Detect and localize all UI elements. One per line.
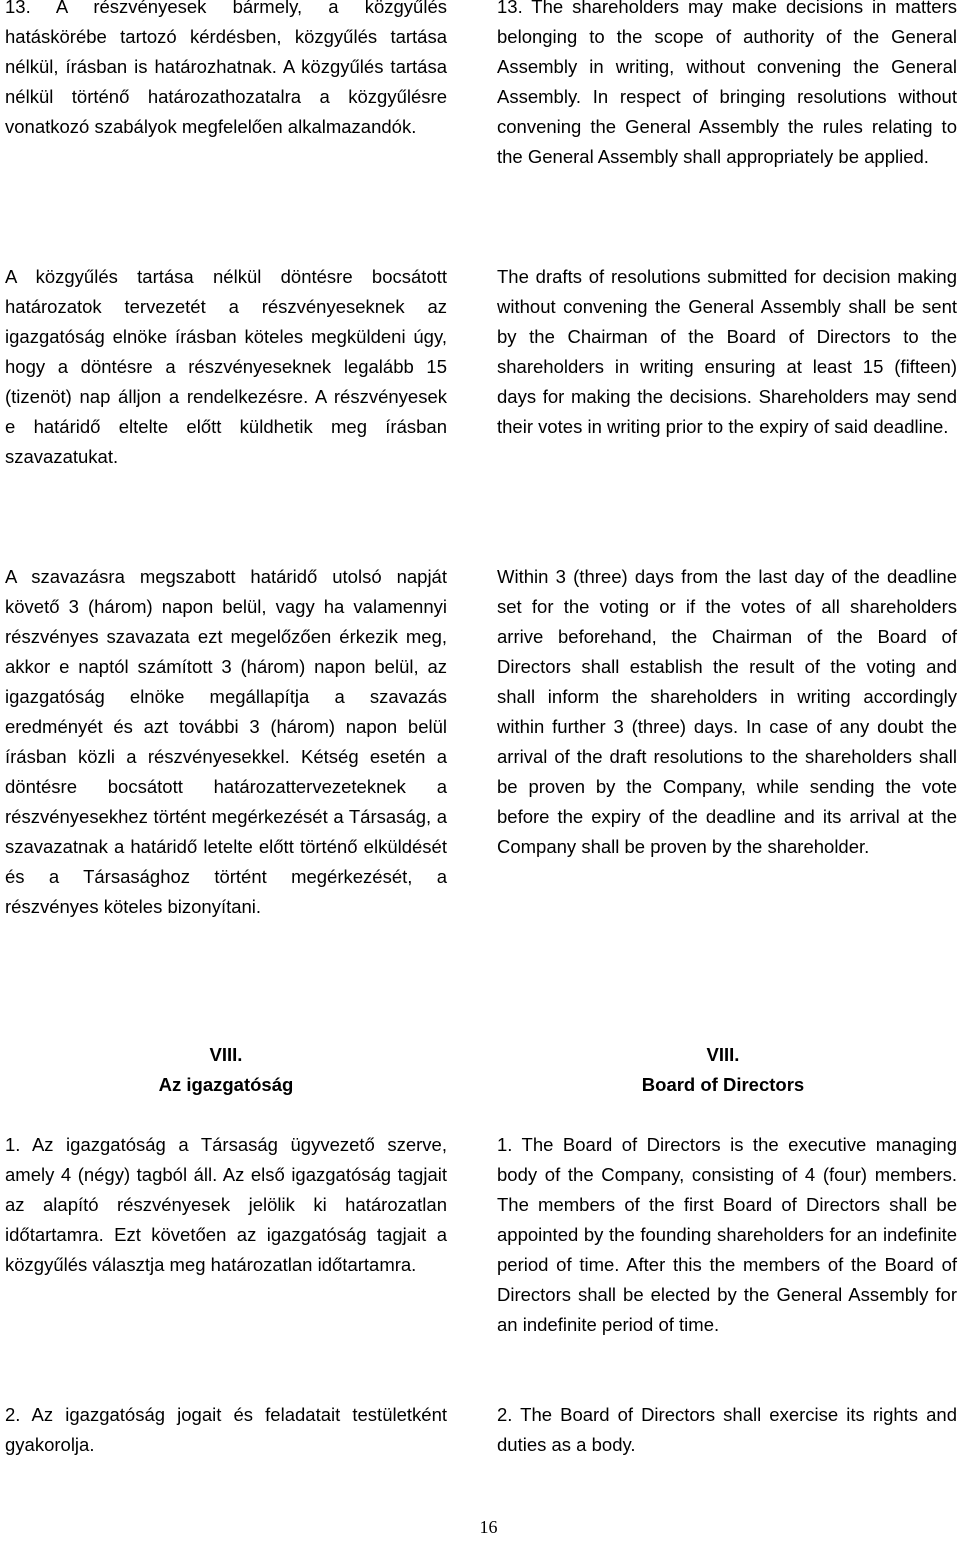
en-paragraph-result: Within 3 (three) days from the last day of the deadline set for the voting or if the votes of all shareholders arrive beforehand, the Chairman of the Board of Directors shall establish the result of the voting and shall inform the shareholders in writing accordingly within further 3 (three) days. In case of any doubt the arrival of the draft resolutions to the shareholders shall be proven by the Company, while sending the vote before the expiry of the deadline and its arrival at the Company shall be proven by the shareholder. bbox=[497, 566, 957, 857]
hu-section-title: Az igazgatóság bbox=[158, 1074, 294, 1095]
hu-paragraph-1: 1. Az igazgatóság a Társaság ügyvezető szerve, amely 4 (négy) tagból áll. Az első igazgatóság tagjait az alapító részvényesek jelölik ki határozatlan időtartamra. Ezt követően az igazgatóság tagjait a közgyűlés választja meg határozatlan időtartamra. bbox=[5, 1134, 447, 1275]
en-paragraph-1: 1. The Board of Directors is the executive managing body of the Company, consisting of 4 (four) members. The members of the first Board of Directors shall be appointed by the founding shareholders for an indefinite period of time. After this the members of the Board of Directors shall be elected by the General Assembly for an indefinite period of time. bbox=[497, 1134, 957, 1335]
en-section-heading bbox=[497, 1040, 949, 1100]
en-section-title: Board of Directors bbox=[641, 1074, 805, 1095]
en-section-number: VIII. bbox=[706, 1044, 740, 1065]
hu-paragraph-drafts: A közgyűlés tartása nélkül döntésre bocsátott határozatok tervezetét a részvényeseknek az igazgatóság elnöke írásban köteles megküldeni úgy, hogy a döntésre a részvényeseknek legalább 15 (tizenöt) nap álljon a rendelkezésre. A részvényesek e határidő eltelte előtt küldhetik meg írásban szavazatukat. bbox=[5, 266, 447, 467]
en-paragraph-drafts: The drafts of resolutions submitted for decision making without convening the General Assembly shall be sent by the Chairman of the Board of Directors to the shareholders in writing ensuring at least 15 (fifteen) days for making the decisions. Shareholders may send their votes in writing prior to the expiry of said deadline. bbox=[497, 266, 957, 437]
hu-paragraph-2: 2. Az igazgatóság jogait és feladatait testületként gyakorolja. bbox=[5, 1404, 447, 1455]
hu-paragraph-13: 13. A részvényesek bármely, a közgyűlés hatáskörébe tartozó kérdésben, közgyűlés tartása nélkül, írásban is határozhatnak. A közgyűlés tartása nélkül történő határozathozatalra a közgyűlésre vonatkozó szabályok megfelelően alkalmazandók. bbox=[5, 0, 447, 137]
en-paragraph-13: 13. The shareholders may make decisions in matters belonging to the scope of authority of the General Assembly in writing, without convening the General Assembly. In respect of bringing resolutions without convening the General Assembly the rules relating to the General Assembly shall appropriately be applied. bbox=[497, 0, 957, 167]
hu-section-number: VIII. bbox=[209, 1044, 243, 1065]
hu-paragraph-result: A szavazásra megszabott határidő utolsó napját követő 3 (három) napon belül, vagy ha valamennyi részvényes szavazata ezt megelőzően érkezik meg, akkor e naptól számított 3 (három) napon belül, az igazgatóság elnöke megállapítja a szavazás eredményét és azt további 3 (három) napon belül írásban közli a részvényesekkel. Kétség esetén a döntésre bocsátott határozattervezeteknek a részvényesekhez történt megérkezését a Társaság, a szavazatnak a határidő letelte előtt történő elküldését és a Társasághoz történt megérkezését, a részvényes köteles bizonyítani. bbox=[5, 566, 447, 917]
hu-section-heading bbox=[5, 1040, 447, 1100]
en-paragraph-2: 2. The Board of Directors shall exercise its rights and duties as a body. bbox=[497, 1404, 957, 1455]
page-number: 16 bbox=[479, 1517, 498, 1537]
